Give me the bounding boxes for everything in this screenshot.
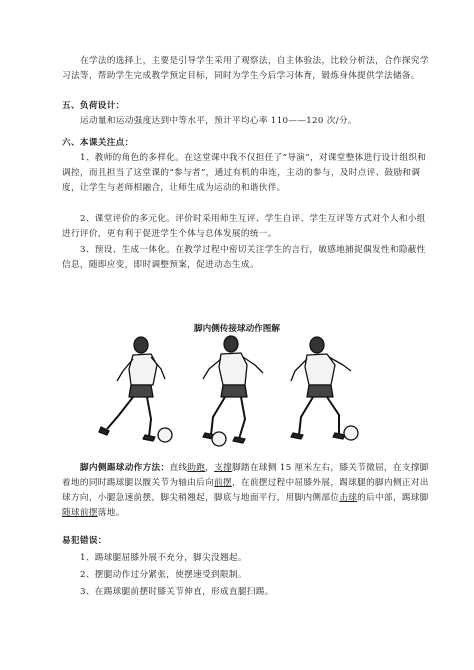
- method-term-runup: 助跑: [187, 463, 206, 473]
- method-term-follow-through: 随球前摆: [62, 508, 98, 518]
- section6-item-1: 1、教师的角色的多样化。在这堂课中我不仅担任了“导演”，对课堂整体进行设计组织和调控，而且担当了这堂课的“参与者”，通过有机的串连，主动的参与，及时点评、鼓励和调度，让学生与老师相融合，让师生成为运动的和谐伙伴。: [62, 153, 427, 193]
- error-item-2: 2、摆腿动作过分紧张，使摆速受到限制。: [80, 570, 247, 580]
- section6-item-2: 2、课堂评价的多元化。评价时采用师生互评、学生自评、学生互评等方式对个人和小组进行评价，更有利于促进学生个体与总体发展的统一。: [62, 214, 426, 239]
- player-figure-2: [203, 336, 263, 446]
- method-term-strike: 击球: [339, 493, 358, 503]
- intro-paragraph: 在学法的选择上，主要是引导学生采用了观察法，自主体验法，比较分析法，合作探究学习法等，帮助学生完成教学预定目标，同时为学生今后学习体育，锻炼身体提供学法储备。: [62, 56, 429, 81]
- method-text-2: ，: [205, 463, 215, 473]
- section6-item-3: 3、预设、生成一体化。在教学过程中密切关注学生的言行，敏感地捕捉偶发性和隐蔽性信息，随即应变，即时调整预案，促进动态生成。: [62, 245, 426, 270]
- method-term-support: 支撑: [214, 463, 233, 473]
- kicking-illustration: [95, 335, 385, 453]
- error-item-1: 1、踢球腿屈膝外展不充分，脚尖没翘起。: [80, 553, 247, 563]
- section5-heading: 五、负荷设计：: [62, 101, 125, 111]
- method-paragraph: [62, 461, 432, 521]
- method-label: 脚内侧踢球动作方法：: [80, 463, 170, 473]
- method-text-6: 落地。: [97, 508, 125, 518]
- method-text-1: 直线: [169, 463, 188, 473]
- errors-heading: 易犯错误：: [62, 536, 107, 546]
- figure-title: 脚内侧传接球动作图解: [194, 324, 280, 334]
- player-figure-3: [291, 337, 358, 440]
- player-figure-1: [99, 337, 172, 442]
- method-text-4: ，在前摆过程中屈膝外展，踢球腿的脚内侧正对出球方向，小腿急速前摆，脚尖稍翘起，脚底与地面平行，用脚内侧部位: [62, 478, 429, 503]
- method-term-forward-swing: 前摆: [214, 478, 232, 488]
- section5-text: 运动量和运动强度达到中等水平，预计平均心率 110——120 次/分。: [80, 116, 357, 126]
- section6-heading: 六、本课关注点：: [62, 138, 134, 148]
- error-item-3: 3、在踢球腿前摆时膝关节伸直，形成直腿扫踢。: [80, 587, 274, 597]
- method-text-3: 脚踏在球侧 15 厘米左右，膝关节微屈，在支撑脚着地的同时踢球腿以髋关节为轴由后向: [62, 463, 429, 488]
- method-text-5: 的后中部，踢球脚: [357, 493, 429, 503]
